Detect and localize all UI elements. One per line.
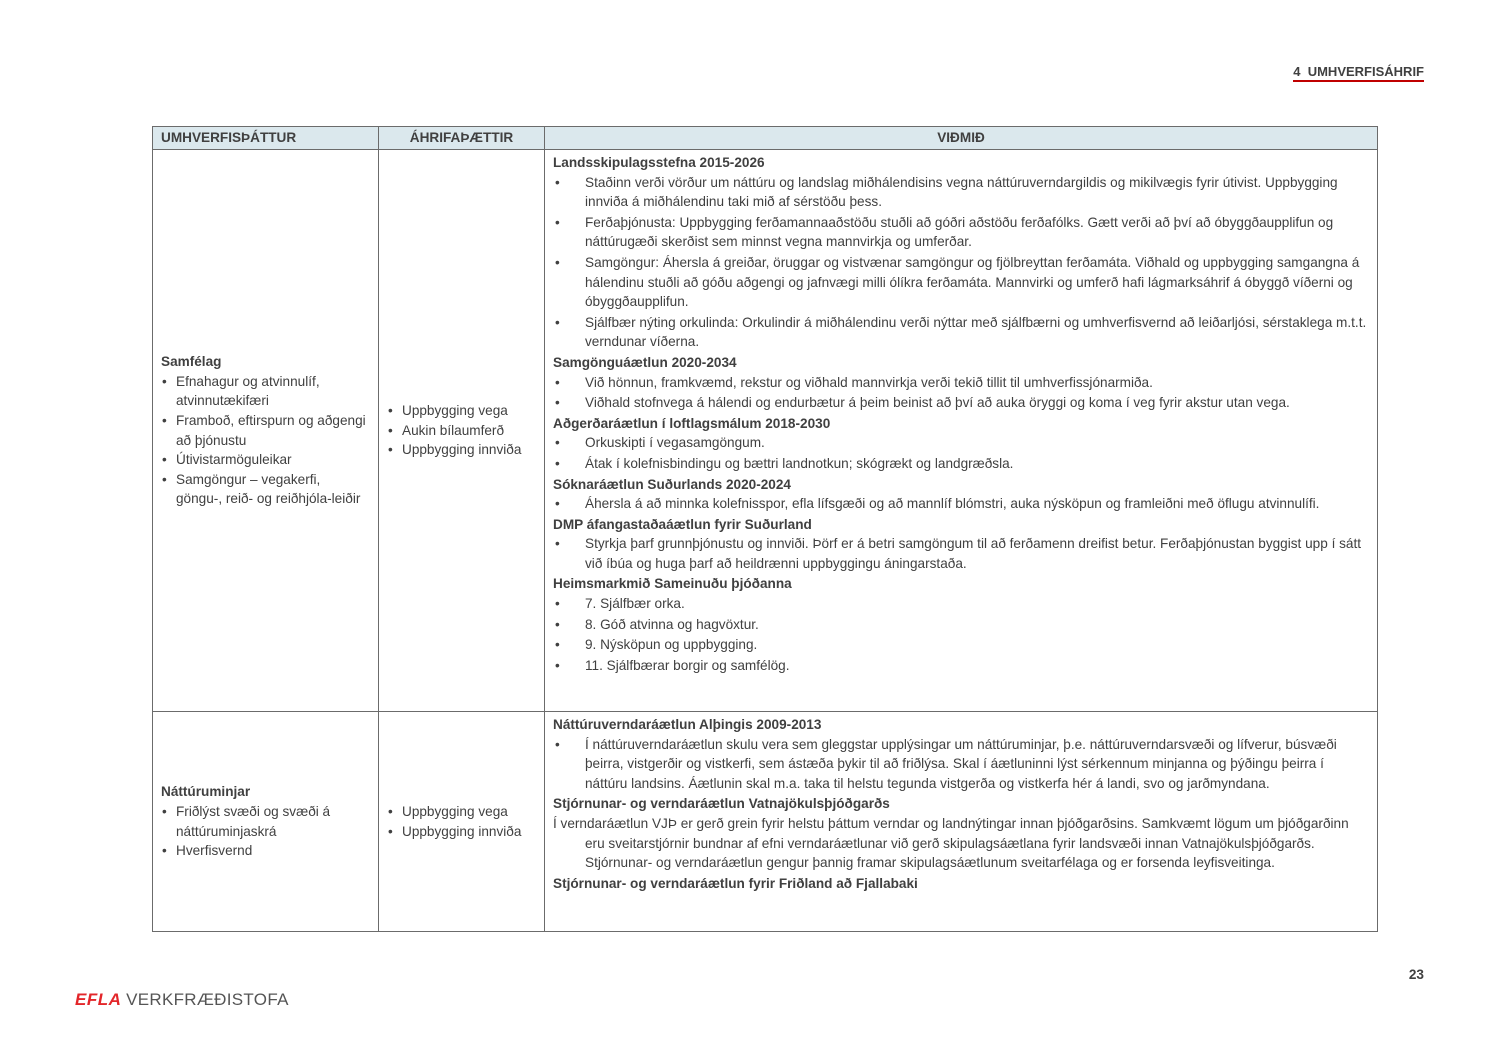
list-item: • Samgöngur: Áhersla á greiðar, öruggar og vistvænar samgöngur og fjölbreyttan ferðamáta. Viðhald og uppbygging samgangna á hálendinu stuðli að góðu aðgengi og jafnvægi milli ólíkra ferðamáta. Mannvirki og umferð hafi lágmarksáhrif á óbyggð víðerni og óbyggðaupplifun. [553,253,1369,312]
list-item: • Ferðaþjónusta: Uppbygging ferðamannaaðstöðu stuðli að góðri aðstöðu ferðafólks. Gætt verði að því að óbyggðaupplifun og náttúrugæði skerðist sem minnst vegna mannvirkja og umferðar. [553,213,1369,252]
table-header-row [153,127,1378,150]
criteria-section-title: Heimsmarkmið Sameinuðu þjóðanna [553,576,792,592]
assessment-table [152,126,1378,932]
category-cell [153,150,379,712]
list-item: • Sjálfbær nýting orkulinda: Orkulindir á miðhálendinu verði nýttar með sjálfbærni og umhverfisvernd að leiðarljósi, sérstaklega m.t.t. verndunar víðerna. [553,313,1369,352]
list-item: • Hverfisvernd [161,841,370,861]
column-header-impact: ÁHRIFAÞÆTTIR [379,127,545,150]
list-item: • Uppbygging vega [387,401,536,421]
criteria-section-title: Aðgerðaráætlun í loftlagsmálum 2018-2030 [553,415,831,431]
logo-subtitle: VERKFRÆÐISTOFA [126,990,289,1009]
factors-list [387,401,536,460]
criteria-list [553,594,1369,675]
criteria-section-title: Stjórnunar- og verndaráætlun fyrir Friðland að Fjallabaki [553,875,918,891]
criteria-section-title: Náttúruverndaráætlun Alþingis 2009-2013 [553,717,822,732]
list-item: • 9. Nýsköpun og uppbygging. [553,635,1369,655]
list-item: • 8. Góð atvinna og hagvöxtur. [553,615,1369,635]
list-item: • Efnahagur og atvinnulíf, atvinnutækifæri [161,372,370,411]
category-title: Samfélag [161,354,222,370]
criteria-section-title: DMP áfangastaðaáætlun fyrir Suðurland [553,516,812,532]
criteria-section-title: Sóknaráætlun Suðurlands 2020-2024 [553,476,791,492]
criteria-cell [545,712,1378,932]
company-logo [75,990,289,1010]
list-item: • Framboð, eftirspurn og aðgengi að þjónustu [161,411,370,450]
criteria-paragraph: Í verndaráætlun VJÞ er gerð grein fyrir helstu þáttum verndar og landnýtingar innan þjóðgarðsins. Samkvæmt lögum um þjóðgarðinn eru sveitarstjórnir bundnar af efni verndaráætlunar við gerð skipulagsáætlana fyrir landsvæði innan Vatnajökulsþjóðgarðs. Stjórnunar- og verndaráætlun gengur þannig framar skipulagsáætlunum sveitarfélaga og er forsenda leyfisveitinga. [553,815,1349,871]
criteria-list [553,373,1369,413]
category-list [161,802,370,861]
list-item: • Samgöngur – vegakerfi, göngu-, reið- og reiðhjóla-leiðir [161,470,370,509]
list-item: • 7. Sjálfbær orka. [553,594,1369,614]
list-item: • Við hönnun, framkvæmd, rekstur og viðhald mannvirkja verði tekið tillit til umhverfissjónarmiða. [553,373,1369,393]
category-cell [153,712,379,932]
category-title: Náttúruminjar [161,784,251,800]
factors-list [387,802,536,841]
list-item: • Í náttúruverndaráætlun skulu vera sem gleggstar upplýsingar um náttúruminjar, þ.e. náttúruverndarsvæði og lífverur, búsvæði þeirra, vistgerðir og vistkerfi, sem ástæða þykir til að friðlýsa. Skal í áætluninni lýst sérkennum minjanna og þýðingu þeirra í náttúru landsins. Áætlunin skal m.a. taka til helstu tegunda vistgerða og vistkerfa hér á landi, svo og jarðmyndana. [553,735,1369,794]
list-item: • Styrkja þarf grunnþjónustu og innviði. Þörf er á betri samgöngum til að ferðamenn dreifist betur. Ferðaþjónustan byggist upp í sátt við íbúa og huga þarf að heildrænni uppbyggingu áningarstaða. [553,534,1369,573]
list-item: • Átak í kolefnisbindingu og bættri landnotkun; skógrækt og landgræðsla. [553,454,1369,474]
list-item: • 11. Sjálfbærar borgir og samfélög. [553,656,1369,676]
criteria-list [553,433,1369,473]
list-item: • Viðhald stofnvega á hálendi og endurbætur á þeim beinist að því að auka öryggi og koma í veg fyrir akstur utan vega. [553,393,1369,413]
column-header-factor: UMHVERFISÞÁTTUR [153,127,379,150]
criteria-list [553,173,1369,352]
logo-brand: EFLA [75,990,122,1009]
criteria-section-title: Stjórnunar- og verndaráætlun Vatnajökulsþjóðgarðs [553,796,890,812]
list-item: • Uppbygging innviða [387,822,536,842]
column-header-criteria: VIÐMIÐ [545,127,1378,150]
category-list [161,372,370,509]
factors-cell [379,712,545,932]
list-item: • Áhersla á að minnka kolefnisspor, efla lífsgæði og að mannlíf blómstri, auka nýsköpun og framleiðni með öflugu atvinnulífi. [553,494,1369,514]
criteria-section-title: Landsskipulagsstefna 2015-2026 [553,155,765,170]
list-item: • Útivistarmöguleikar [161,450,370,470]
header-underline [1293,80,1424,82]
list-item: • Staðinn verði vörður um náttúru og landslag miðhálendisins vegna náttúruverndargildis og mikilvægis fyrir útivist. Uppbygging innviða á miðhálendinu taki mið af sérstöðu þess. [553,173,1369,212]
list-item: • Uppbygging innviða [387,440,536,460]
criteria-cell [545,150,1378,712]
page-header [1293,64,1424,79]
list-item: • Friðlýst svæði og svæði á náttúruminjaskrá [161,802,370,841]
table-row-natturuminjar [153,712,1378,932]
table-row-samfelag [153,150,1378,712]
criteria-list [553,534,1369,573]
section-title: UMHVERFISÁHRIF [1307,64,1424,79]
criteria-list [553,494,1369,514]
page-number: 23 [1408,967,1424,982]
section-number: 4 [1293,64,1301,79]
factors-cell [379,150,545,712]
list-item: • Aukin bílaumferð [387,421,536,441]
criteria-list [553,735,1369,794]
criteria-section-title: Samgönguáætlun 2020-2034 [553,354,737,370]
list-item: • Orkuskipti í vegasamgöngum. [553,433,1369,453]
list-item: • Uppbygging vega [387,802,536,822]
